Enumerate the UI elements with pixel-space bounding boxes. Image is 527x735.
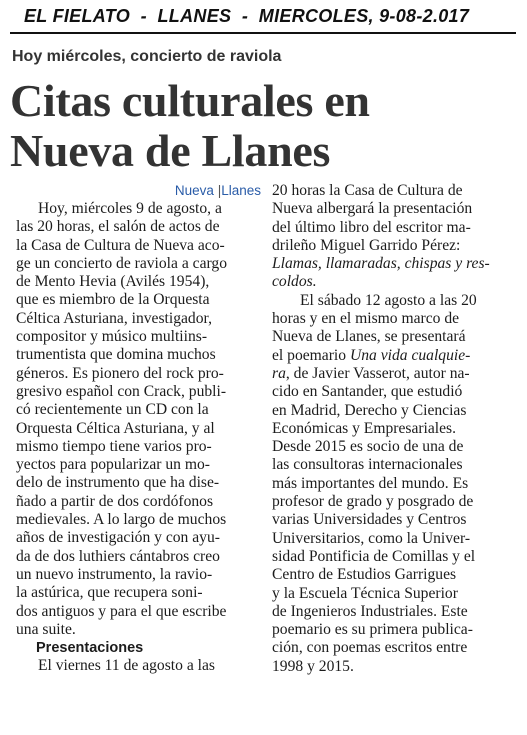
text-line (272, 347, 520, 365)
newspaper-header (10, 6, 516, 34)
text-line: Centro de Estudios Garrigues (272, 566, 457, 584)
text-line: años de investigación y con ayu- (16, 529, 220, 547)
text-line: El viernes 11 de agosto a las (38, 657, 215, 675)
text-line: Económicas y Empresariales. (272, 419, 457, 437)
header-text: EL FIELATO - LLANES - MIERCOLES, 9-08-2.017 (24, 6, 470, 26)
text-line: Universitarios, como la Univer- (272, 529, 471, 547)
byline-separator: | (217, 183, 222, 198)
text-line: compositor y músico multiins- (16, 328, 208, 346)
book-title-end: coldos. (272, 273, 317, 291)
text-line: una suite. (16, 620, 76, 638)
text-line: sidad Pontificia de Comillas y el (272, 547, 476, 565)
poem-title: Una vida cualquie- (349, 346, 471, 364)
text-line (272, 255, 520, 273)
book-title: Llamas, llamaradas, chispas y res- (272, 255, 490, 273)
text-line: géneros. Es pionero del rock pro- (16, 364, 224, 382)
byline (16, 182, 261, 200)
text-line: Hoy, miércoles 9 de agosto, a (38, 200, 222, 217)
text-line: yectos para popularizar un mo- (16, 456, 210, 474)
text-line: la astúrica, que recupera soni- (16, 584, 203, 602)
text-line: ción, con poemas escritos entre (272, 639, 468, 657)
text-line: las consultoras internacionales (272, 456, 463, 474)
text-line: que es miembro de la Orquesta (16, 291, 210, 309)
text-line: trumentista que domina muchos (16, 346, 216, 364)
text-line: medievales. A lo largo de muchos (16, 511, 227, 529)
text-line (272, 273, 520, 291)
text-line (272, 365, 520, 383)
headline-line-2: Nueva de Llanes (10, 125, 331, 176)
subheading: Presentaciones (36, 640, 144, 657)
text-line: cido en Santander, que estudió (272, 383, 463, 401)
poem-title-end: ra (272, 364, 286, 382)
byline-place-2: Llanes (221, 183, 261, 198)
text-line: gresivo español con Crack, publi- (16, 382, 227, 400)
text-line: ge un concierto de raviola a cargo (16, 254, 227, 272)
text-line: de Mento Hevia (Avilés 1954), (16, 273, 210, 291)
text-line: dos antiguos y para el que escribe (16, 602, 227, 620)
text-line: da de dos luthiers cántabros creo (16, 547, 220, 565)
text-line: 20 horas la Casa de Cultura de (272, 182, 463, 199)
text-span: el poemario (272, 346, 350, 364)
text-line: poemario es su primera publica- (272, 621, 473, 639)
text-line: profesor de grado y posgrado de (272, 493, 474, 511)
text-line: más importantes del mundo. Es (272, 474, 469, 492)
text-line: la Casa de Cultura de Nueva aco- (16, 236, 225, 254)
text-line: Céltica Asturiana, investigador, (16, 309, 212, 327)
text-line: Desde 2015 es socio de una de (272, 438, 464, 456)
text-line: varias Universidades y Centros (272, 511, 467, 529)
headline (10, 76, 520, 176)
text-line: ñado a partir de dos cordófonos (16, 492, 214, 510)
text-line: y la Escuela Técnica Superior (272, 584, 458, 602)
text-line: mismo tiempo tiene varios pro- (16, 437, 212, 455)
text-line: Nueva de Llanes, se presentará (272, 328, 466, 346)
text-line: horas y en el mismo marco de (272, 310, 460, 328)
text-line: Nueva albergará la presentación (272, 200, 473, 218)
text-span: , de Javier Vasserot, autor na- (285, 364, 470, 382)
text-line: Orquesta Céltica Asturiana, y al (16, 419, 215, 437)
text-line: có recientemente un CD con la (16, 401, 209, 419)
article-column-2 (272, 182, 520, 676)
text-line: un nuevo instrumento, la ravio- (16, 565, 213, 583)
text-line: en Madrid, Derecho y Ciencias (272, 401, 467, 419)
article-column-1 (16, 182, 261, 676)
text-line: 1998 y 2015. (272, 657, 354, 675)
byline-place-1: Nueva (174, 183, 214, 198)
text-line: drileño Miguel Garrido Pérez: (272, 236, 461, 254)
headline-line-1: Citas culturales en (10, 75, 370, 126)
text-line: las 20 horas, el salón de actos de (16, 218, 220, 236)
text-line: de Ingenieros Industriales. Este (272, 602, 468, 620)
kicker: Hoy miércoles, concierto de raviola (12, 48, 282, 65)
text-line: delo de instrumento que ha dise- (16, 474, 220, 492)
text-line: del último libro del escritor ma- (272, 218, 471, 236)
text-line: El sábado 12 agosto a las 20 (300, 291, 477, 309)
